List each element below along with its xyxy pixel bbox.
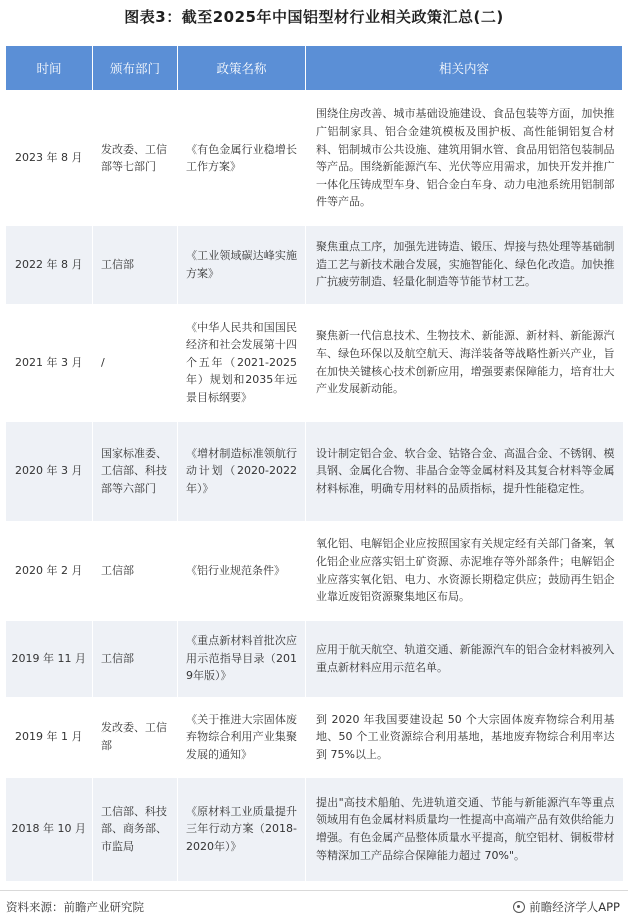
cell-policy-name: 《重点新材料首批次应用示范指导目录（2019年版）》 [178, 621, 306, 697]
cell-dept: 国家标准委、工信部、科技部等六部门 [93, 422, 178, 521]
brand-text: 前瞻经济学人APP [529, 900, 620, 914]
table-row [6, 621, 623, 697]
table-header-row [6, 46, 623, 91]
cell-dept: 工信部 [93, 226, 178, 304]
cell-policy-name: 《关于推进大宗固体废弃物综合利用产业集聚发展的通知》 [178, 697, 306, 778]
header-policy-name: 政策名称 [178, 46, 306, 91]
cell-dept: 发改委、工信部 [93, 697, 178, 778]
cell-time: 2023 年 8 月 [6, 91, 93, 226]
cell-policy-name: 《工业领域碳达峰实施方案》 [178, 226, 306, 304]
cell-dept: 发改委、工信部等七部门 [93, 91, 178, 226]
cell-policy-name: 《铝行业规范条件》 [178, 521, 306, 621]
brand-label [513, 899, 620, 915]
cell-content: 聚焦新一代信息技术、生物技术、新能源、新材料、新能源汽车、绿色环保以及航空航天、海洋装备等战略性新兴产业，旨在加快关键核心技术创新应用，增强要素保障能力，培育壮大产业发展新动能。 [306, 304, 623, 422]
table-row [6, 778, 623, 881]
source-note: 资料来源：前瞻产业研究院 [6, 900, 144, 914]
cell-dept: 工信部 [93, 621, 178, 697]
cell-time: 2019 年 11 月 [6, 621, 93, 697]
cell-dept: 工信部 [93, 521, 178, 621]
cell-time: 2022 年 8 月 [6, 226, 93, 304]
cell-dept: 工信部、科技部、商务部、市监局 [93, 778, 178, 881]
cell-time: 2021 年 3 月 [6, 304, 93, 422]
cell-time: 2019 年 1 月 [6, 697, 93, 778]
cell-content: 设计制定铝合金、软合金、钴铬合金、高温合金、不锈钢、模具钢、金属化合物、非晶合金等金属材料及其复合材料等金属材料标准，明确专用材料的品质指标，提升性能稳定性。 [306, 422, 623, 521]
cell-content: 应用于航天航空、轨道交通、新能源汽车的铝合金材料被列入重点新材料应用示范名单。 [306, 621, 623, 697]
cell-policy-name: 《原材料工业质量提升三年行动方案（2018-2020年）》 [178, 778, 306, 881]
table-row [6, 422, 623, 521]
cell-policy-name: 《增材制造标准领航行动计划（2020-2022年）》 [178, 422, 306, 521]
cell-time: 2020 年 3 月 [6, 422, 93, 521]
cell-time: 2020 年 2 月 [6, 521, 93, 621]
table-row [6, 91, 623, 226]
header-time: 时间 [6, 46, 93, 91]
cell-content: 围绕住房改善、城市基础设施建设、食品包装等方面，加快推广铝制家具、铝合金建筑模板及围护板、高性能铜铝复合材料、铝制城市公共设施、建筑用铜水管、食品用铝箔包装制品等产品。围绕新能源汽车、光伏等应用需求，加快开发并推广一体化压铸成型车身、铝合金白车身、动力电池系统用铝制部件等产品。 [306, 91, 623, 226]
cell-time: 2018 年 10 月 [6, 778, 93, 881]
policy-table [5, 45, 623, 881]
table-row [6, 226, 623, 304]
brand-logo-icon [513, 901, 525, 913]
cell-policy-name: 《中华人民共和国国民经济和社会发展第十四个五年（2021-2025年）规划和2035年远景目标纲要》 [178, 304, 306, 422]
figure-title: 图表3：截至2025年中国铝型材行业相关政策汇总(二) [124, 8, 504, 26]
header-dept: 颁布部门 [93, 46, 178, 91]
header-content: 相关内容 [306, 46, 623, 91]
cell-content: 氧化铝、电解铝企业应按照国家有关规定经有关部门备案，氧化铝企业应落实铝土矿资源、赤泥堆存等外部条件；电解铝企业应落实氧化铝、电力、水资源长期稳定供应；鼓励再生铝企业靠近废铝资源聚集地区布局。 [306, 521, 623, 621]
cell-dept: / [93, 304, 178, 422]
cell-content: 到 2020 年我国要建设起 50 个大宗固体废弃物综合利用基地、50 个工业资源综合利用基地，基地废弃物综合利用率达到 75%以上。 [306, 697, 623, 778]
table-row [6, 521, 623, 621]
table-row [6, 304, 623, 422]
table-row [6, 697, 623, 778]
cell-content: 提出"高技术船舶、先进轨道交通、节能与新能源汽车等重点领域用有色金属材料质量均一性提高中高端产品有效供给能力增强。有色金属产品整体质量水平提高，航空铝材、铜板带材等精深加工产品综合保障能力超过 70%"。 [306, 778, 623, 881]
footer [0, 890, 628, 922]
cell-content: 聚焦重点工序，加强先进铸造、锻压、焊接与热处理等基础制造工艺与新技术融合发展，实施智能化、绿色化改造。加快推广抗疲劳制造、轻量化制造等节能节材工艺。 [306, 226, 623, 304]
cell-policy-name: 《有色金属行业稳增长工作方案》 [178, 91, 306, 226]
